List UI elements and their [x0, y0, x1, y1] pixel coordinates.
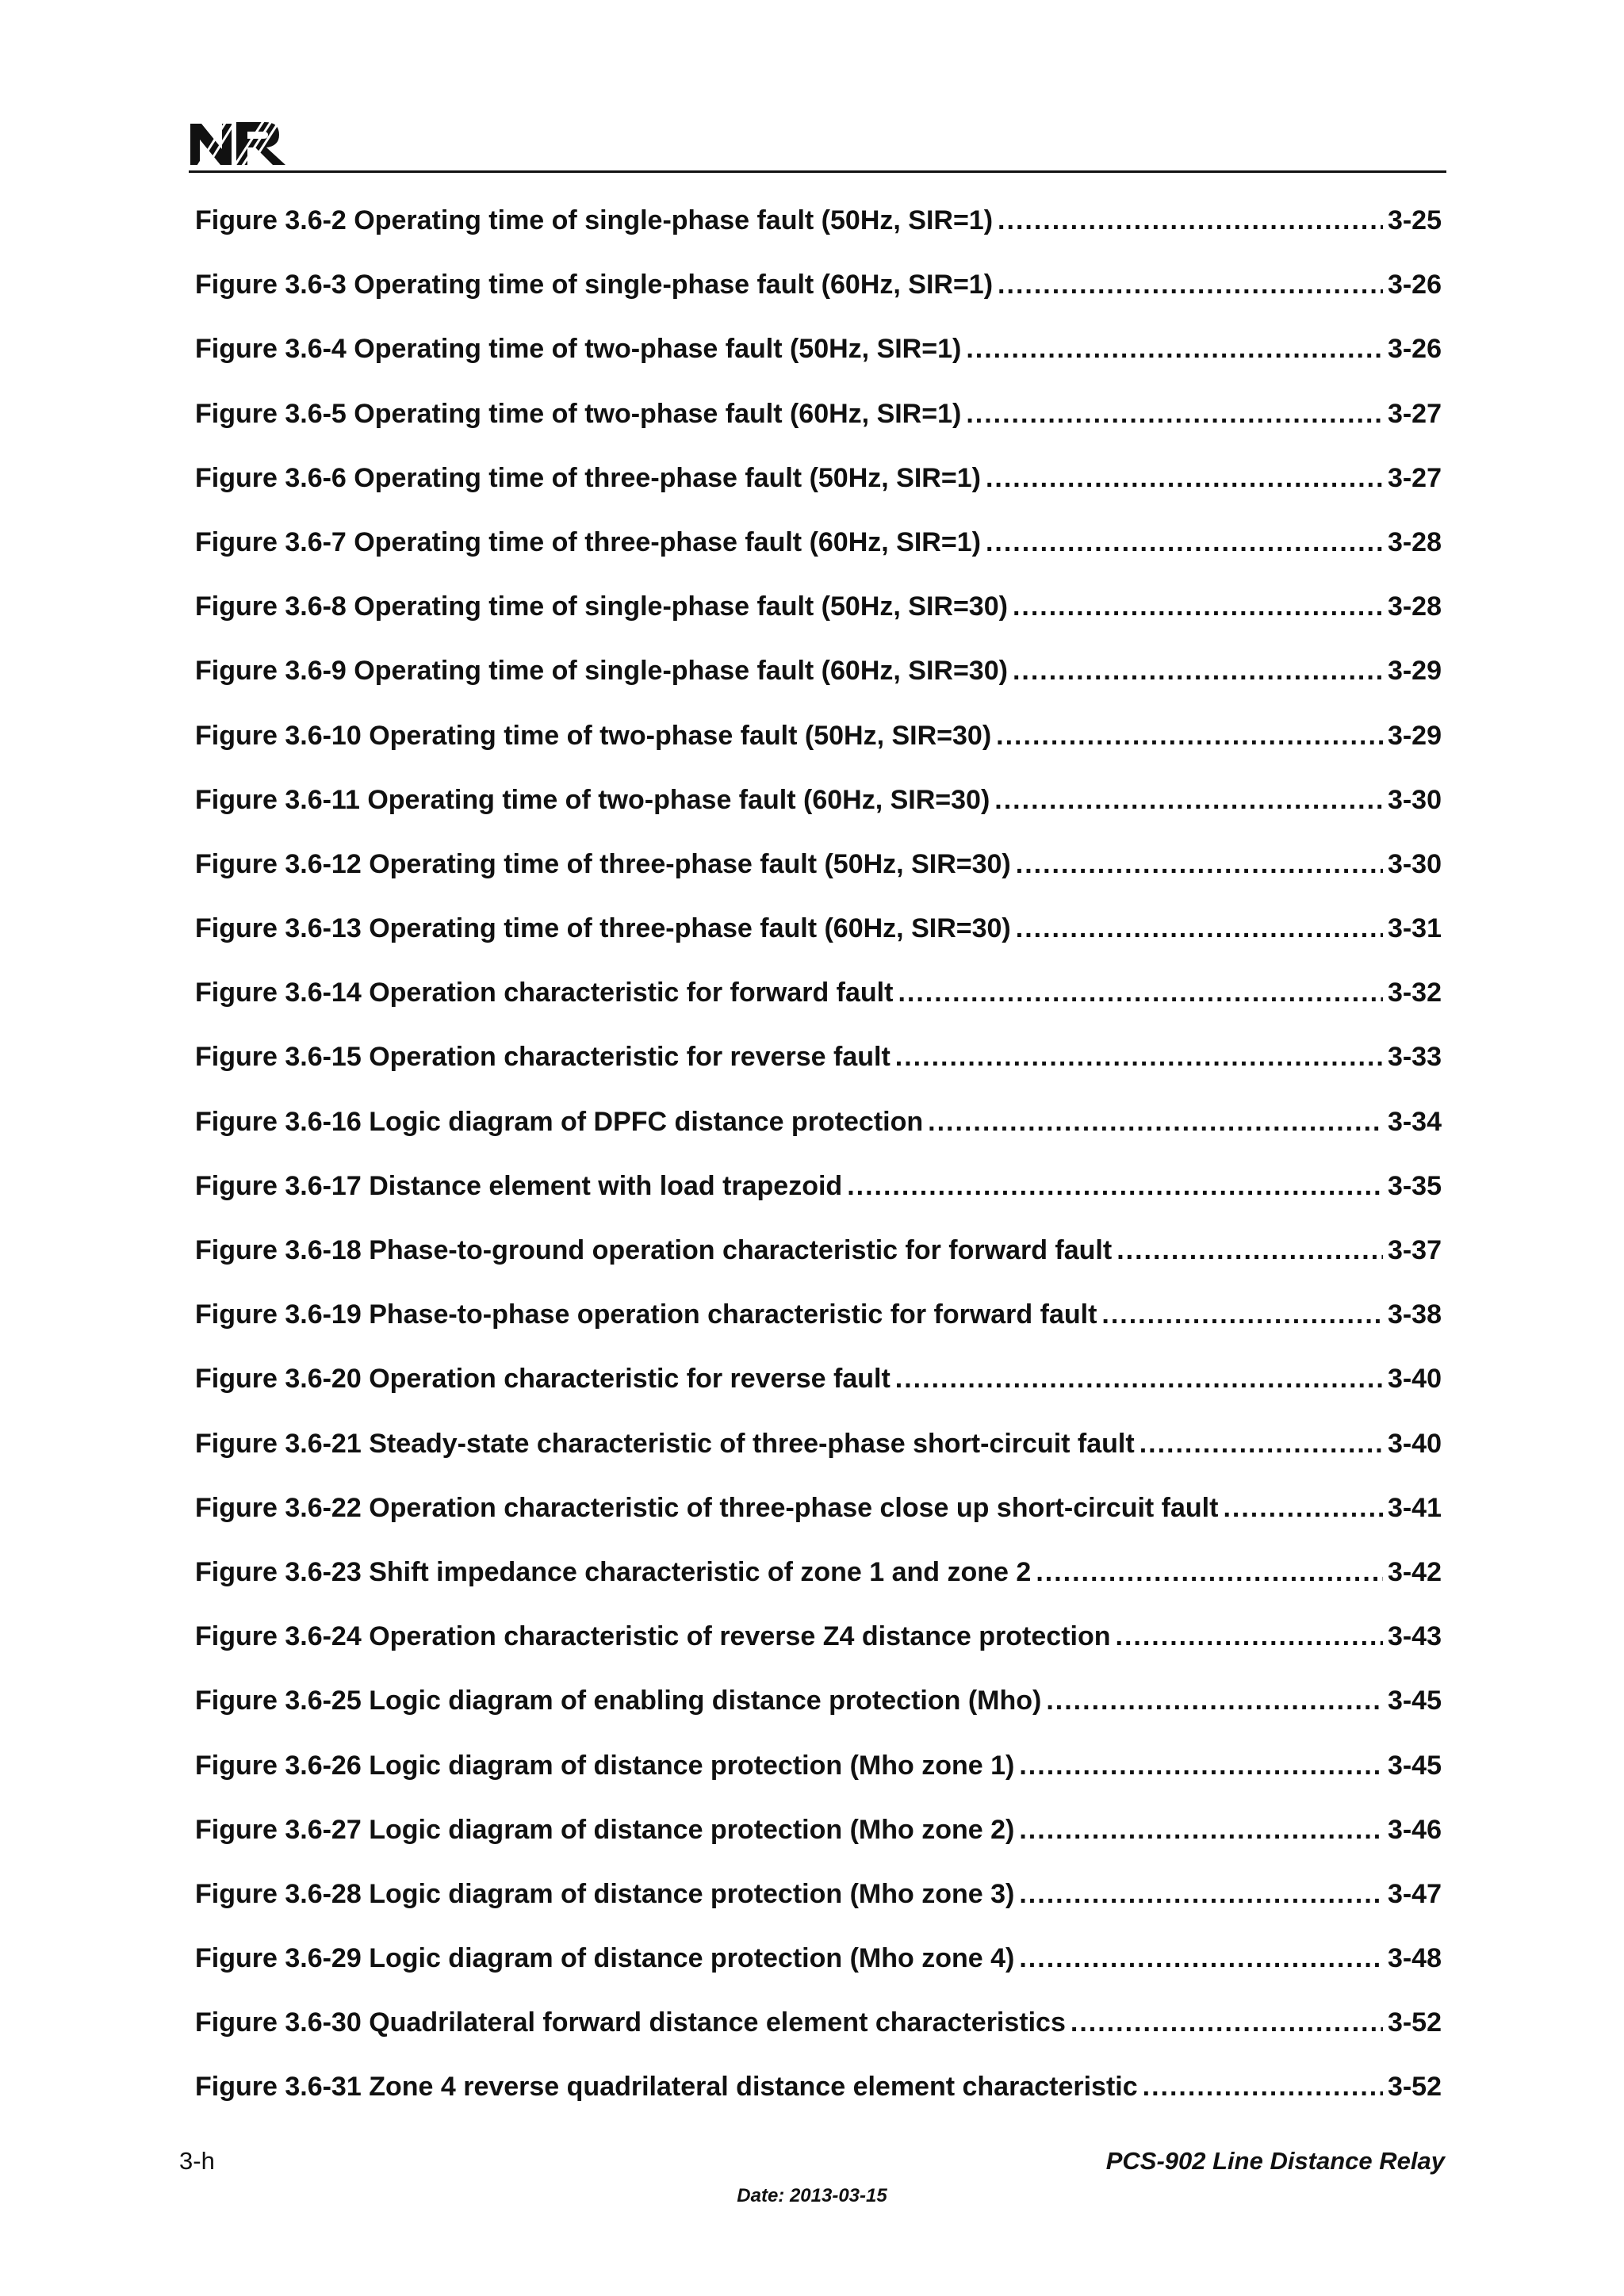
- toc-entry[interactable]: [195, 1809, 1442, 1873]
- page-number: 3-h: [179, 2147, 215, 2175]
- toc-dot-leader: [928, 1101, 1383, 1142]
- toc-entry-label: Figure 3.6-8 Operating time of single-phase fault (50Hz, SIR=30): [195, 591, 1008, 622]
- toc-entry-page: 3-34: [1387, 1106, 1442, 1137]
- toc-entry-label: Figure 3.6-16 Logic diagram of DPFC distance protection: [195, 1106, 924, 1137]
- toc-entry-page: 3-27: [1387, 462, 1442, 493]
- toc-entry-page: 3-43: [1387, 1621, 1442, 1652]
- toc-entry-page: 3-52: [1387, 2007, 1442, 2038]
- toc-entry-label: Figure 3.6-7 Operating time of three-phase fault (60Hz, SIR=1): [195, 526, 981, 557]
- toc-entry-label: Figure 3.6-20 Operation characteristic for reverse fault: [195, 1364, 891, 1395]
- toc-dot-leader: [996, 715, 1383, 756]
- toc-entry-label: Figure 3.6-5 Operating time of two-phase fault (60Hz, SIR=1): [195, 398, 962, 429]
- toc-dot-leader: [1071, 2002, 1383, 2043]
- toc-entry-label: Figure 3.6-26 Logic diagram of distance protection (Mho zone 1): [195, 1750, 1015, 1781]
- toc-entry-page: 3-52: [1387, 2072, 1442, 2103]
- toc-dot-leader: [1116, 1616, 1383, 1657]
- toc-entry-page: 3-38: [1387, 1299, 1442, 1330]
- table-of-figures: [195, 200, 1442, 2131]
- toc-entry[interactable]: [195, 328, 1442, 392]
- toc-entry-label: Figure 3.6-22 Operation characteristic of three-phase close up short-circuit fault: [195, 1492, 1219, 1523]
- toc-entry-page: 3-29: [1387, 656, 1442, 687]
- toc-dot-leader: [998, 264, 1383, 305]
- toc-dot-leader: [898, 972, 1382, 1013]
- toc-dot-leader: [1019, 1938, 1383, 1979]
- toc-entry-label: Figure 3.6-25 Logic diagram of enabling distance protection (Mho): [195, 1686, 1042, 1716]
- toc-entry-label: Figure 3.6-27 Logic diagram of distance protection (Mho zone 2): [195, 1814, 1015, 1845]
- toc-entry-label: Figure 3.6-18 Phase-to-ground operation characteristic for forward fault: [195, 1235, 1113, 1265]
- toc-entry[interactable]: [195, 1552, 1442, 1616]
- nr-logo-icon: [189, 113, 290, 170]
- toc-entry[interactable]: [195, 650, 1442, 714]
- toc-entry[interactable]: [195, 586, 1442, 650]
- toc-entry[interactable]: [195, 844, 1442, 908]
- toc-entry-page: 3-25: [1387, 205, 1442, 235]
- toc-dot-leader: [847, 1165, 1383, 1207]
- toc-entry-page: 3-45: [1387, 1686, 1442, 1716]
- toc-entry-page: 3-30: [1387, 848, 1442, 879]
- toc-entry-page: 3-40: [1387, 1428, 1442, 1459]
- toc-dot-leader: [1101, 1294, 1383, 1335]
- toc-entry[interactable]: [195, 779, 1442, 844]
- toc-dot-leader: [1116, 1230, 1383, 1271]
- toc-entry-page: 3-45: [1387, 1750, 1442, 1781]
- toc-entry-page: 3-40: [1387, 1364, 1442, 1395]
- toc-dot-leader: [966, 393, 1383, 434]
- toc-dot-leader: [1046, 1680, 1383, 1721]
- toc-entry[interactable]: [195, 1358, 1442, 1422]
- toc-entry[interactable]: [195, 1101, 1442, 1165]
- toc-dot-leader: [895, 1036, 1383, 1077]
- toc-dot-leader: [1019, 1745, 1383, 1786]
- toc-dot-leader: [1019, 1809, 1383, 1850]
- toc-entry-label: Figure 3.6-13 Operating time of three-phase fault (60Hz, SIR=30): [195, 913, 1011, 944]
- toc-entry-page: 3-26: [1387, 334, 1442, 365]
- toc-dot-leader: [1016, 908, 1383, 949]
- toc-dot-leader: [1013, 650, 1383, 691]
- toc-entry-label: Figure 3.6-9 Operating time of single-phase fault (60Hz, SIR=30): [195, 656, 1008, 687]
- toc-entry[interactable]: [195, 1680, 1442, 1744]
- toc-entry-page: 3-33: [1387, 1042, 1442, 1073]
- toc-entry-page: 3-29: [1387, 720, 1442, 751]
- toc-dot-leader: [1019, 1873, 1383, 1915]
- toc-entry[interactable]: [195, 2002, 1442, 2066]
- product-title: PCS-902 Line Distance Relay: [1105, 2147, 1445, 2175]
- toc-entry[interactable]: [195, 393, 1442, 457]
- toc-entry-label: Figure 3.6-30 Quadrilateral forward distance element characteristics: [195, 2007, 1066, 2038]
- toc-entry[interactable]: [195, 264, 1442, 328]
- toc-entry-page: 3-42: [1387, 1556, 1442, 1587]
- toc-entry-page: 3-48: [1387, 1943, 1442, 1974]
- toc-entry[interactable]: [195, 1938, 1442, 2002]
- toc-entry[interactable]: [195, 1487, 1442, 1552]
- toc-entry-label: Figure 3.6-28 Logic diagram of distance protection (Mho zone 3): [195, 1878, 1015, 1909]
- toc-entry-page: 3-37: [1387, 1235, 1442, 1265]
- toc-entry-label: Figure 3.6-31 Zone 4 reverse quadrilateral distance element characteristic: [195, 2072, 1138, 2103]
- toc-entry[interactable]: [195, 1230, 1442, 1294]
- toc-entry-label: Figure 3.6-21 Steady-state characteristic of three-phase short-circuit fault: [195, 1428, 1135, 1459]
- header-rule: [189, 170, 1446, 173]
- toc-entry[interactable]: [195, 715, 1442, 779]
- toc-entry[interactable]: [195, 457, 1442, 522]
- toc-entry-page: 3-30: [1387, 784, 1442, 815]
- toc-entry-page: 3-47: [1387, 1878, 1442, 1909]
- toc-entry[interactable]: [195, 522, 1442, 586]
- toc-entry-label: Figure 3.6-14 Operation characteristic for forward fault: [195, 978, 894, 1008]
- toc-dot-leader: [986, 522, 1383, 563]
- toc-dot-leader: [966, 328, 1383, 369]
- toc-entry[interactable]: [195, 200, 1442, 264]
- toc-entry[interactable]: [195, 1745, 1442, 1809]
- toc-entry-page: 3-28: [1387, 591, 1442, 622]
- toc-entry-page: 3-46: [1387, 1814, 1442, 1845]
- toc-entry-page: 3-31: [1387, 913, 1442, 944]
- toc-entry-page: 3-27: [1387, 398, 1442, 429]
- toc-entry-label: Figure 3.6-19 Phase-to-phase operation characteristic for forward fault: [195, 1299, 1097, 1330]
- toc-entry-label: Figure 3.6-12 Operating time of three-phase fault (50Hz, SIR=30): [195, 848, 1011, 879]
- toc-entry-label: Figure 3.6-10 Operating time of two-phase fault (50Hz, SIR=30): [195, 720, 992, 751]
- toc-entry[interactable]: [195, 1423, 1442, 1487]
- toc-entry[interactable]: [195, 1616, 1442, 1680]
- toc-dot-leader: [1139, 1423, 1383, 1464]
- toc-entry[interactable]: [195, 1294, 1442, 1358]
- toc-entry-page: 3-41: [1387, 1492, 1442, 1523]
- toc-entry-page: 3-26: [1387, 270, 1442, 300]
- toc-entry[interactable]: [195, 1165, 1442, 1230]
- toc-dot-leader: [1036, 1552, 1383, 1593]
- toc-dot-leader: [1143, 2066, 1383, 2107]
- document-date: Date: 2013-03-15: [737, 2185, 887, 2206]
- toc-dot-leader: [1223, 1487, 1382, 1529]
- toc-entry[interactable]: [195, 972, 1442, 1036]
- toc-entry-label: Figure 3.6-15 Operation characteristic for reverse fault: [195, 1042, 891, 1073]
- toc-entry[interactable]: [195, 1873, 1442, 1938]
- toc-dot-leader: [998, 200, 1383, 241]
- toc-entry-label: Figure 3.6-17 Distance element with load trapezoid: [195, 1170, 843, 1201]
- toc-entry-label: Figure 3.6-2 Operating time of single-phase fault (50Hz, SIR=1): [195, 205, 994, 235]
- toc-entry-label: Figure 3.6-29 Logic diagram of distance protection (Mho zone 4): [195, 1943, 1015, 1974]
- toc-entry-page: 3-35: [1387, 1170, 1442, 1201]
- toc-entry-label: Figure 3.6-23 Shift impedance characteristic of zone 1 and zone 2: [195, 1556, 1032, 1587]
- toc-entry-label: Figure 3.6-6 Operating time of three-phase fault (50Hz, SIR=1): [195, 462, 981, 493]
- toc-entry-label: Figure 3.6-3 Operating time of single-phase fault (60Hz, SIR=1): [195, 270, 994, 300]
- toc-dot-leader: [994, 779, 1383, 821]
- toc-dot-leader: [1013, 586, 1383, 627]
- toc-entry[interactable]: [195, 1036, 1442, 1100]
- toc-dot-leader: [986, 457, 1383, 499]
- toc-entry-page: 3-32: [1387, 978, 1442, 1008]
- toc-entry-label: Figure 3.6-24 Operation characteristic of reverse Z4 distance protection: [195, 1621, 1111, 1652]
- toc-entry-label: Figure 3.6-11 Operating time of two-phase fault (60Hz, SIR=30): [195, 784, 990, 815]
- toc-entry-page: 3-28: [1387, 526, 1442, 557]
- toc-entry[interactable]: [195, 908, 1442, 972]
- toc-entry[interactable]: [195, 2066, 1442, 2130]
- toc-dot-leader: [1016, 844, 1383, 885]
- toc-dot-leader: [895, 1358, 1383, 1399]
- toc-entry-label: Figure 3.6-4 Operating time of two-phase fault (50Hz, SIR=1): [195, 334, 962, 365]
